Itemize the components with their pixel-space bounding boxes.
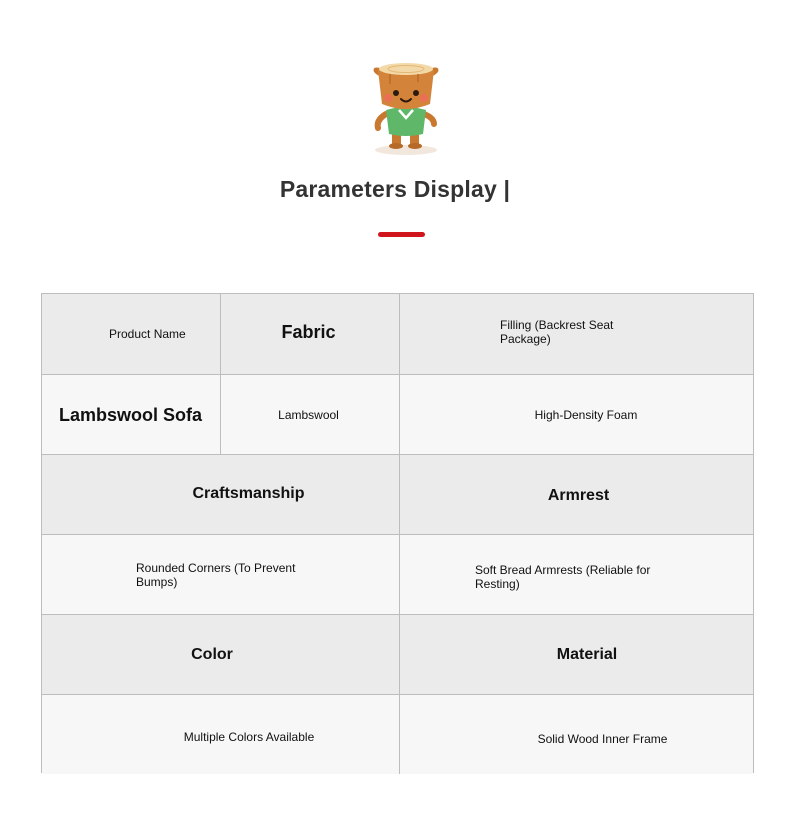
page-title: Parameters Display | xyxy=(279,176,511,202)
table-cell xyxy=(399,695,753,774)
armrest-value: Soft Bread Armrests (Reliable for Resting) xyxy=(475,563,651,591)
table-cell xyxy=(399,375,753,454)
table-row xyxy=(42,374,753,454)
table-cell xyxy=(42,695,399,774)
tree-stump-mascot-icon xyxy=(366,58,446,158)
filling-label: Filling (Backrest Seat Package) xyxy=(500,318,614,346)
fabric-label: Fabric xyxy=(281,322,336,342)
table-cell xyxy=(220,375,399,454)
table-cell xyxy=(399,535,753,614)
color-label: Color xyxy=(191,646,233,663)
table-row xyxy=(42,534,753,614)
material-label: Material xyxy=(556,646,618,663)
armrest-label: Armrest xyxy=(547,487,610,504)
title-underline xyxy=(378,232,425,237)
fabric-value: Lambswool xyxy=(278,408,339,422)
table-row xyxy=(42,294,753,374)
table-row xyxy=(42,614,753,694)
table-cell xyxy=(42,375,220,454)
table-cell xyxy=(220,294,399,374)
table-cell xyxy=(399,455,753,534)
product-name-value: Lambswool Sofa xyxy=(59,405,203,425)
material-value: Solid Wood Inner Frame xyxy=(537,732,668,746)
product-name-label: Product Name xyxy=(109,327,186,341)
color-value: Multiple Colors Available xyxy=(183,730,315,744)
craftsmanship-value: Rounded Corners (To Prevent Bumps) xyxy=(136,561,296,589)
table-cell xyxy=(399,294,753,374)
parameters-table xyxy=(41,293,754,773)
table-cell xyxy=(42,455,399,534)
table-cell xyxy=(42,294,220,374)
table-row xyxy=(42,694,753,774)
filling-value: High-Density Foam xyxy=(534,408,638,422)
craftsmanship-label: Craftsmanship xyxy=(192,485,305,502)
table-cell xyxy=(42,535,399,614)
table-cell xyxy=(42,615,399,694)
table-row xyxy=(42,454,753,534)
table-cell xyxy=(399,615,753,694)
